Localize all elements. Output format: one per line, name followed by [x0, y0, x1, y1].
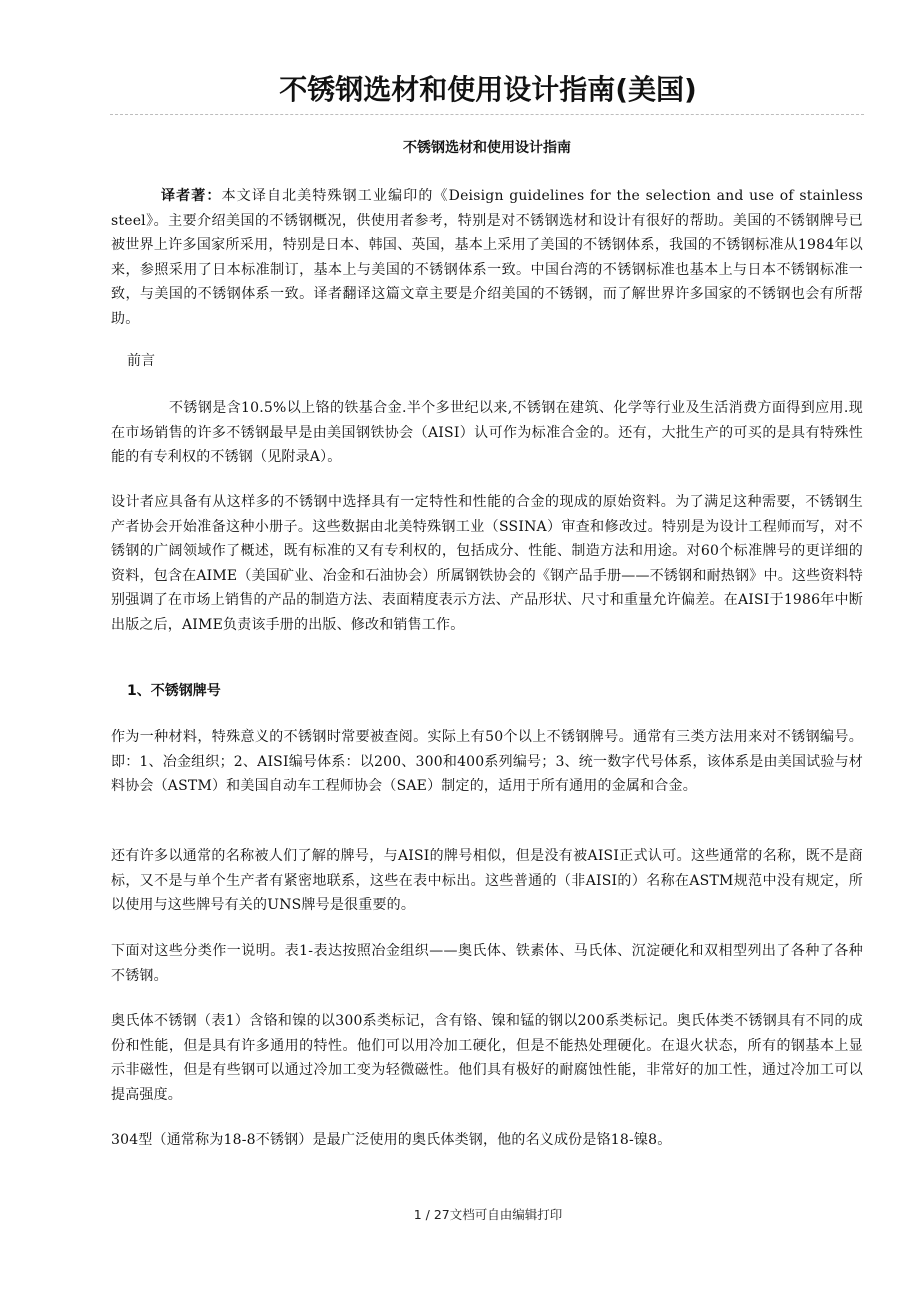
page-footer: 1 / 27文档可自由编辑打印: [413, 1207, 563, 1222]
section-1-paragraph-2: 还有许多以通常的名称被人们了解的牌号，与AISI的牌号相似，但是没有被AISI正式认可。这些通常的名称，既不是商标，又不是与单个生产者有紧密地联系，这些在表中标出。这些普通的（非AISI的）名称在ASTM规范中没有规定，所以使用与这些牌号有关的UNS牌号是很重要的。: [111, 848, 863, 914]
preface-heading: 前言: [127, 353, 155, 369]
translator-note-text: 本文译自北美特殊钢工业编印的《Deisign guidelines for the selection and use of stainless steel》。主要介绍美国的不锈钢概况，供使用者参考，特别是对不锈钢选材和设计有很好的帮助。美国的不锈钢牌号已被世界上许多国家所采用，特别是日本、韩国、英国，基本上采用了美国的不锈钢体系，我国的不锈钢标准从1984年以来，参照采用了日本标准制订，基本上与美国的不锈钢体系一致。中国台湾的不锈钢标准也基本上与日本不锈钢标准一致，与美国的不锈钢体系一致。译者翻译这篇文章主要是介绍美国的不锈钢，而了解世界许多国家的不锈钢也会有所帮助。: [111, 188, 863, 327]
preface-paragraph-1: 不锈钢是含10.5%以上铬的铁基合金.半个多世纪以来,不锈钢在建筑、化学等行业及生活消费方面得到应用.现在市场销售的许多不锈钢最早是由美国钢铁协会（AISI）认可作为标准合金的。还有，大批生产的可买的是具有特殊性能的有专利权的不锈钢（见附录A）。: [111, 400, 863, 466]
section-1-paragraph-4: 奥氏体不锈钢（表1）含铬和镍的以300系类标记，含有铬、镍和锰的钢以200系类标记。奥氏体类不锈钢具有不同的成份和性能，但是具有许多通用的特性。他们可以用冷加工硬化，但是不能热处理硬化。在退火状态，所有的钢基本上显示非磁性，但是有些钢可以通过冷加工变为轻微磁性。他们具有极好的耐腐蚀性能，非常好的加工性，通过冷加工可以提高强度。: [111, 1013, 863, 1103]
document-subtitle: 不锈钢选材和使用设计指南: [403, 140, 571, 156]
preface-paragraph-2: 设计者应具备有从这样多的不锈钢中选择具有一定特性和性能的合金的现成的原始资料。为了满足这种需要，不锈钢生产者协会开始准备这种小册子。这些数据由北美特殊钢工业（SSINA）审查和修改过。特别是为设计工程师而写，对不锈钢的广阔领域作了概述，既有标准的又有专利权的，包括成分、性能、制造方法和用途。对60个标准牌号的更详细的资料，包含在AIME（美国矿业、冶金和石油协会）所属钢铁协会的《钢产品手册——不锈钢和耐热钢》中。这些资料特别强调了在市场上销售的产品的制造方法、表面精度表示方法、产品形状、尺寸和重量允许偏差。在AISI于1986年中断出版之后，AIME负责该手册的出版、修改和销售工作。: [111, 494, 863, 633]
section-1-paragraph-5: 304型（通常称为18-8不锈钢）是最广泛使用的奥氏体类钢，他的名义成份是铬18-镍8。: [111, 1132, 672, 1148]
section-1-paragraph-1: 作为一种材料，特殊意义的不锈钢时常要被查阅。实际上有50个以上不锈钢牌号。通常有三类方法用来对不锈钢编号。即：1、冶金组织；2、AISI编号体系：以200、300和400系列编号；3、统一数字代号体系，该体系是由美国试验与材料协会（ASTM）和美国自动车工程师协会（SAE）制定的，适用于所有通用的金属和合金。: [111, 729, 863, 795]
document-title: 不锈钢选材和使用设计指南(美国): [279, 73, 697, 106]
translator-note-label: 译者著：: [161, 188, 222, 204]
title-divider: [110, 114, 864, 115]
translator-note-paragraph: [111, 184, 863, 332]
section-1-heading: 1、不锈钢牌号: [127, 683, 221, 699]
section-1-paragraph-3: 下面对这些分类作一说明。表1-表达按照冶金组织——奥氏体、铁素体、马氏体、沉淀硬化和双相型列出了各种了各种不锈钢。: [111, 943, 863, 984]
